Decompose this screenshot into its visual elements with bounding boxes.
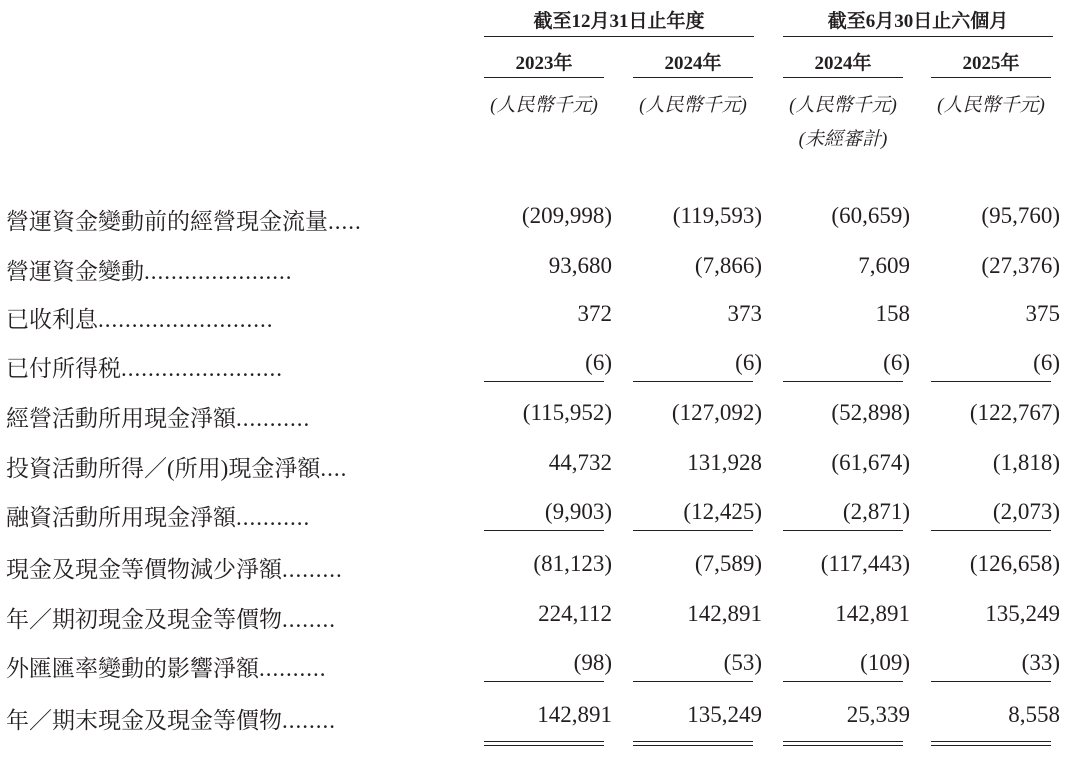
row-label: 經營活動所用現金淨額........... xyxy=(6,406,311,431)
row-label: 已收利息.......................... xyxy=(6,307,274,332)
group-header-rule xyxy=(484,36,754,37)
leader-dots: ........ xyxy=(282,607,336,632)
table-cell: (53) xyxy=(723,650,762,675)
subtotal-rule xyxy=(931,381,1051,382)
table-cell: (33) xyxy=(1021,650,1060,675)
year-header-2025-interim: 2025年 xyxy=(962,53,1020,74)
table-cell: (6) xyxy=(1033,350,1060,375)
table-cell: (126,658) xyxy=(969,551,1060,576)
table-cell: (12,425) xyxy=(683,499,762,524)
total-double-rule xyxy=(783,741,903,746)
subtotal-rule xyxy=(931,530,1051,531)
table-cell: (6) xyxy=(883,350,910,375)
leader-dots: ........................ xyxy=(121,356,283,381)
leader-dots: ........... xyxy=(236,406,311,431)
table-cell: (7,866) xyxy=(694,253,762,278)
table-cell: (6) xyxy=(735,350,762,375)
table-cell: (9,903) xyxy=(544,499,612,524)
table-cell: 44,732 xyxy=(548,450,612,475)
total-double-rule xyxy=(931,741,1051,746)
subtotal-rule xyxy=(484,530,604,531)
subtotal-rule xyxy=(783,530,903,531)
year-header-rule xyxy=(783,77,903,78)
table-cell: 135,249 xyxy=(687,702,762,727)
year-header-rule xyxy=(633,77,753,78)
table-cell: (2,073) xyxy=(992,499,1060,524)
total-double-rule xyxy=(633,741,753,746)
unit-label: (人民幣千元) xyxy=(789,95,897,116)
table-cell: (61,674) xyxy=(831,450,910,475)
row-label: 年／期末現金及現金等價物........ xyxy=(6,708,336,733)
table-cell: 93,680 xyxy=(548,253,612,278)
subtotal-rule xyxy=(633,530,753,531)
table-cell: (6) xyxy=(585,350,612,375)
leader-dots: ..... xyxy=(328,209,362,234)
table-cell: (95,760) xyxy=(981,203,1060,228)
subtotal-rule xyxy=(783,681,903,682)
table-cell: (109) xyxy=(860,650,910,675)
table-cell: (209,998) xyxy=(521,203,612,228)
leader-dots: ...................... xyxy=(144,259,293,284)
leader-dots: ........ xyxy=(282,708,336,733)
row-label: 融資活動所用現金淨額........... xyxy=(6,505,311,530)
unit-label: (人民幣千元) xyxy=(639,95,747,116)
group-header-six-months: 截至6月30日止六個月 xyxy=(827,11,1009,32)
row-label: 營運資金變動...................... xyxy=(6,259,293,284)
table-cell: (98) xyxy=(573,650,612,675)
leader-dots: .......... xyxy=(259,656,327,681)
row-label: 已付所得税........................ xyxy=(6,356,283,381)
table-cell: (115,952) xyxy=(522,400,612,425)
table-cell: 158 xyxy=(875,301,910,326)
table-cell: 131,928 xyxy=(687,450,762,475)
table-cell: 142,891 xyxy=(537,702,612,727)
table-cell: 142,891 xyxy=(835,601,910,626)
table-cell: 25,339 xyxy=(846,702,910,727)
table-cell: (119,593) xyxy=(672,203,762,228)
year-header-rule xyxy=(484,77,604,78)
table-cell: (2,871) xyxy=(842,499,910,524)
row-label: 現金及現金等價物減少淨額......... xyxy=(6,557,343,582)
table-cell: (52,898) xyxy=(831,400,910,425)
row-label: 營運資金變動前的經營現金流量..... xyxy=(6,209,362,234)
row-label: 投資活動所得／(所用)現金淨額.... xyxy=(6,456,348,481)
table-cell: (127,092) xyxy=(671,400,762,425)
table-cell: (81,123) xyxy=(533,551,612,576)
table-cell: 135,249 xyxy=(985,601,1060,626)
year-header-rule xyxy=(931,77,1051,78)
table-cell: (117,443) xyxy=(820,551,910,576)
group-header-fiscal-year: 截至12月31日止年度 xyxy=(533,11,705,32)
unaudited-label: (未經審計) xyxy=(798,129,888,150)
row-label: 外匯匯率變動的影響淨額.......... xyxy=(6,656,327,681)
subtotal-rule xyxy=(783,381,903,382)
subtotal-rule xyxy=(931,681,1051,682)
leader-dots: ......... xyxy=(282,557,343,582)
table-cell: (27,376) xyxy=(981,253,1060,278)
year-header-2024-interim: 2024年 xyxy=(814,53,872,74)
unit-label: (人民幣千元) xyxy=(937,95,1045,116)
table-cell: 373 xyxy=(727,301,762,326)
table-cell: 142,891 xyxy=(687,601,762,626)
table-cell: 7,609 xyxy=(858,253,910,278)
table-cell: (1,818) xyxy=(992,450,1060,475)
subtotal-rule xyxy=(484,381,604,382)
table-cell: (60,659) xyxy=(831,203,910,228)
leader-dots: .... xyxy=(320,456,348,481)
leader-dots: .......................... xyxy=(98,307,274,332)
total-double-rule xyxy=(484,741,604,746)
table-cell: 224,112 xyxy=(538,601,612,626)
leader-dots: ........... xyxy=(236,505,311,530)
table-cell: (122,767) xyxy=(969,400,1060,425)
row-label: 年／期初現金及現金等價物........ xyxy=(6,607,336,632)
table-cell: 372 xyxy=(577,301,612,326)
table-cell: 8,558 xyxy=(1008,702,1060,727)
year-header-2024: 2024年 xyxy=(664,53,722,74)
group-header-rule xyxy=(783,36,1053,37)
table-cell: 375 xyxy=(1025,301,1060,326)
year-header-2023: 2023年 xyxy=(515,53,573,74)
subtotal-rule xyxy=(633,381,753,382)
unit-label: (人民幣千元) xyxy=(490,95,598,116)
subtotal-rule xyxy=(633,681,753,682)
subtotal-rule xyxy=(484,681,604,682)
table-cell: (7,589) xyxy=(694,551,762,576)
